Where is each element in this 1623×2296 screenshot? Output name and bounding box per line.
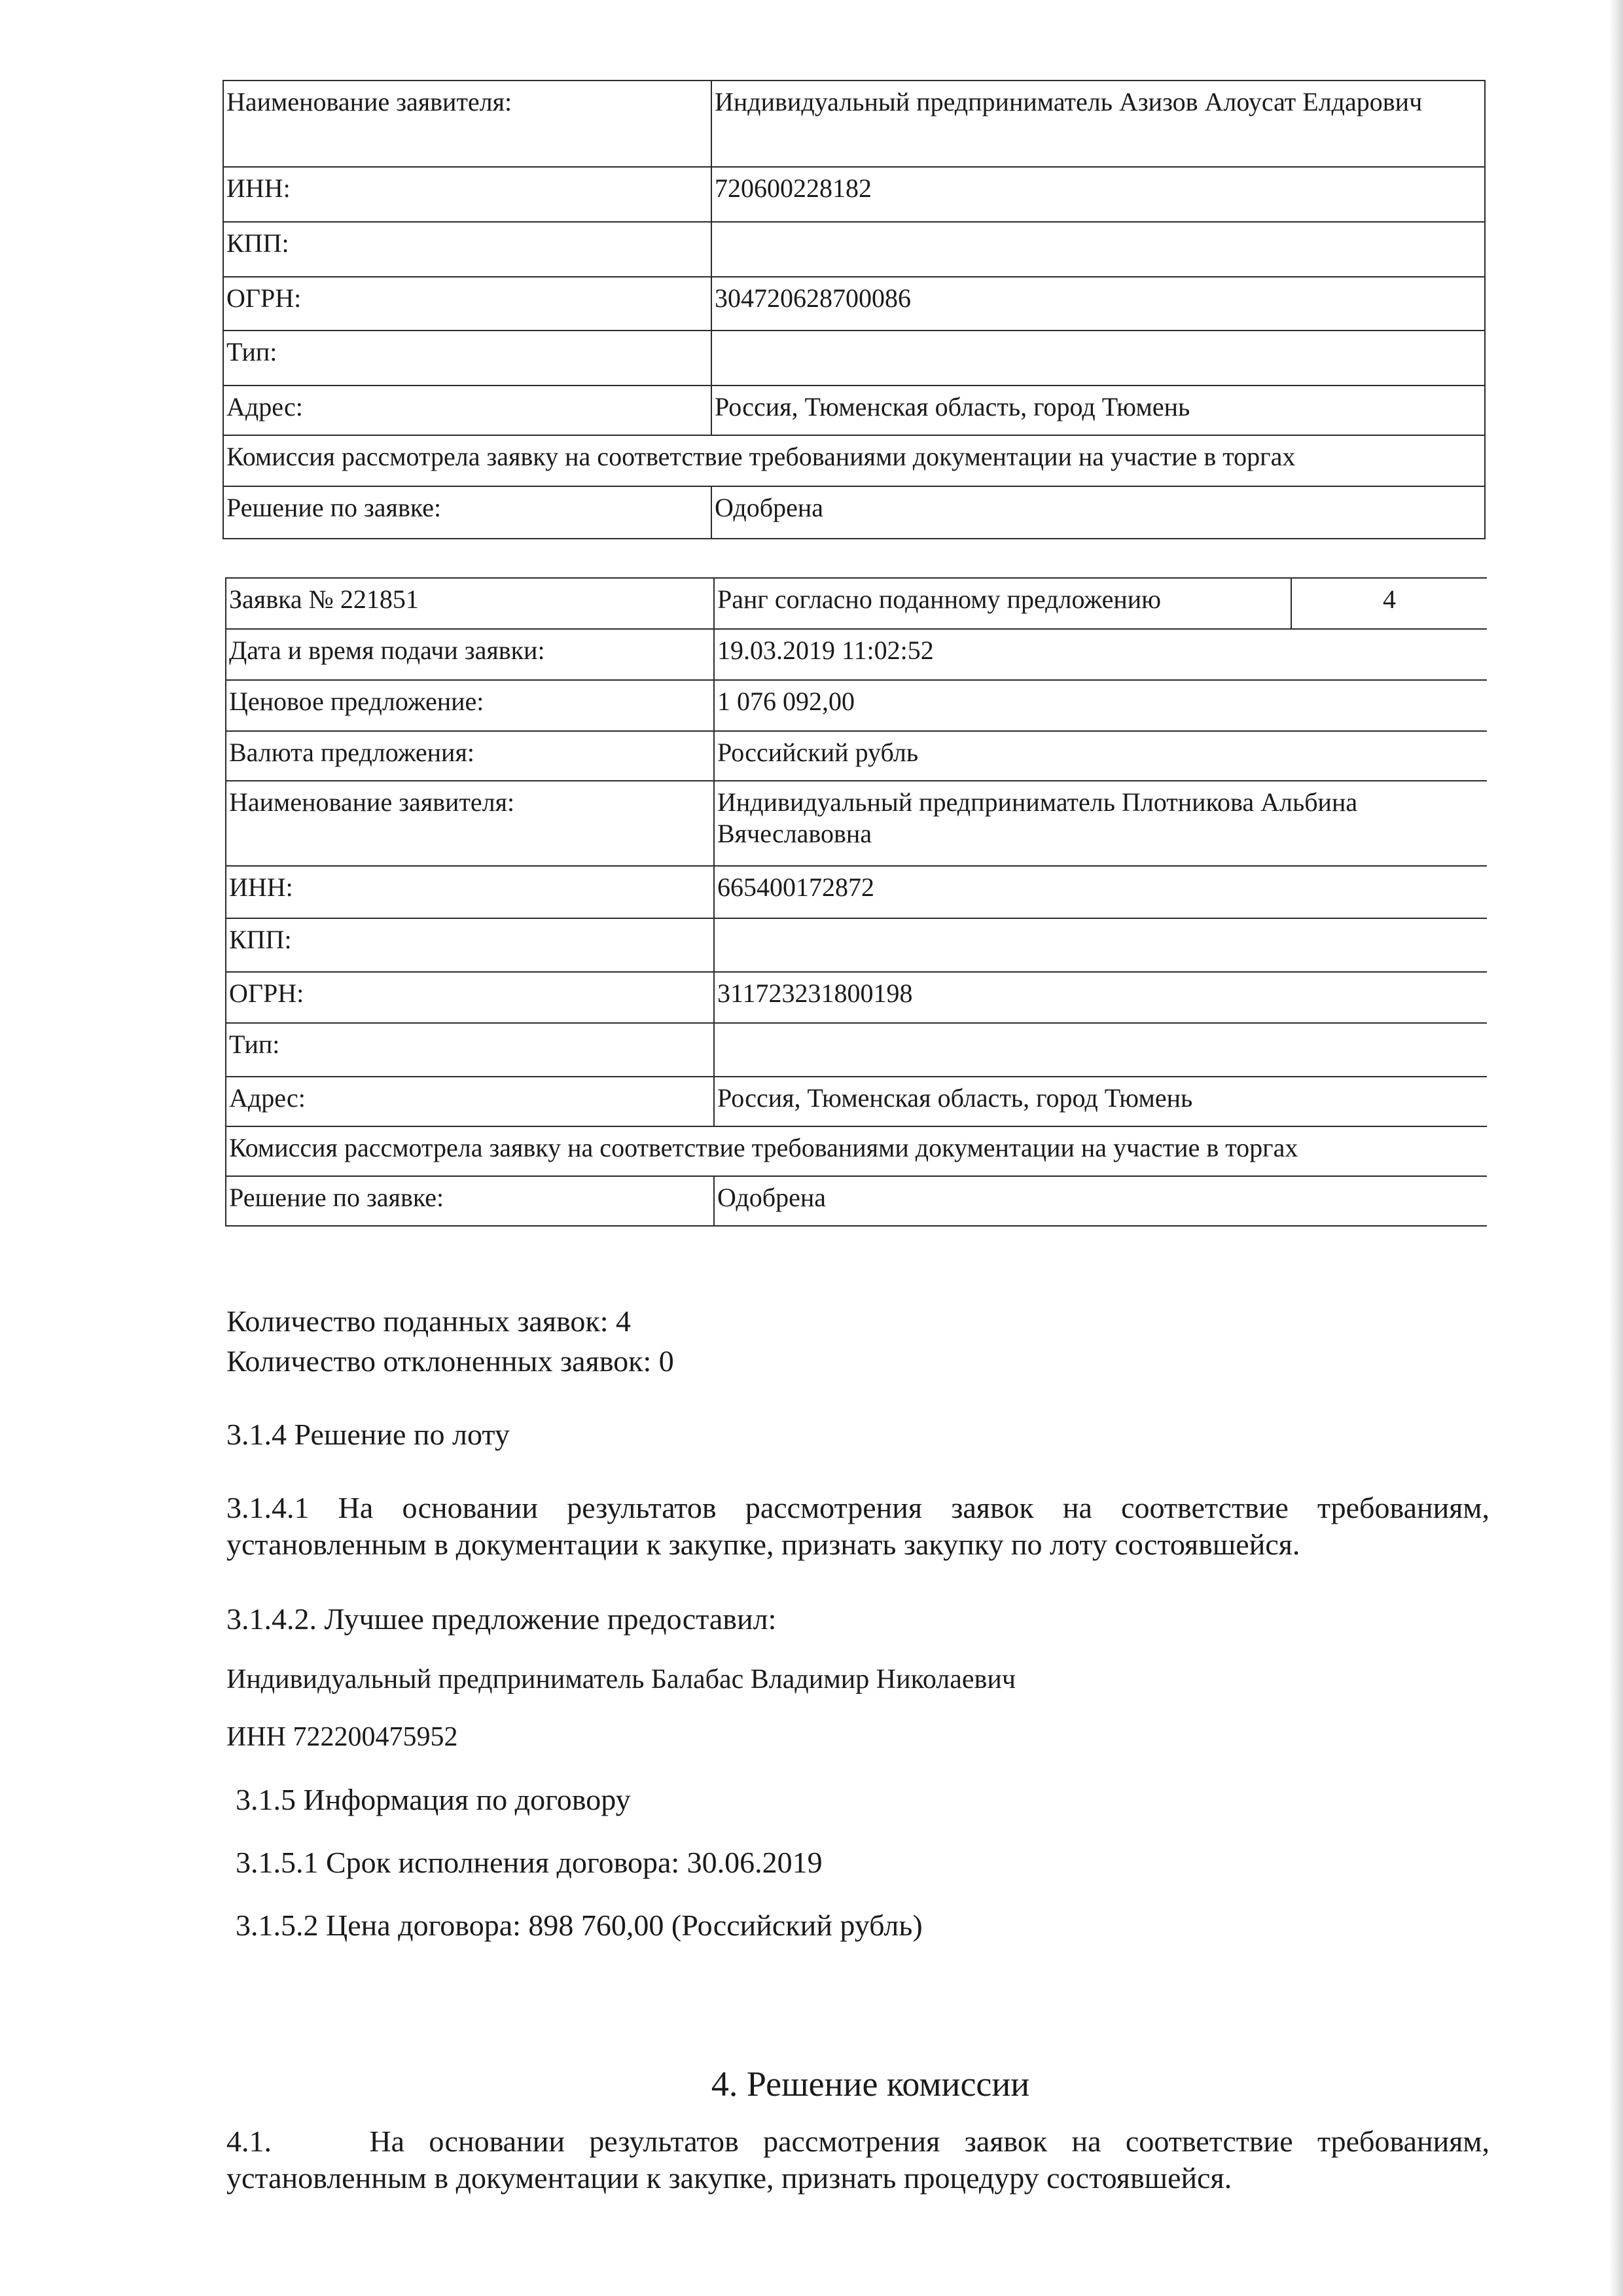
winner-name: Индивидуальный предприниматель Балабас Владимир Николаевич <box>226 1664 1016 1695</box>
section-title: 3.1.5 Информация по договору <box>236 1783 631 1816</box>
row-value <box>714 1023 1487 1077</box>
winner-inn: ИНН 722200475952 <box>226 1722 458 1752</box>
table-row <box>223 167 1485 222</box>
applicant-table-2 <box>225 577 1487 1227</box>
row-value: 19.03.2019 11:02:52 <box>714 629 1487 680</box>
rank-value: 4 <box>1291 578 1487 629</box>
applicant-table-1 <box>223 80 1486 539</box>
row-value: 1 076 092,00 <box>714 680 1487 731</box>
row-value: Российский рубль <box>714 731 1487 781</box>
review-text: Комиссия рассмотрела заявку на соответствие требованиями документации на участие в торгах <box>223 435 1485 486</box>
row-label: Дата и время подачи заявки: <box>226 629 714 680</box>
row-label: Тип: <box>223 331 711 386</box>
decision-label: Решение по заявке: <box>223 486 711 539</box>
table-row <box>226 578 1487 629</box>
table-row <box>223 386 1485 435</box>
decision-value: Одобрена <box>711 486 1485 539</box>
table-row <box>226 1176 1487 1226</box>
row-label: ОГРН: <box>226 972 714 1023</box>
application-number: Заявка № 221851 <box>226 578 714 629</box>
table-row <box>226 1126 1487 1176</box>
decision-label: Решение по заявке: <box>226 1176 714 1226</box>
decision-value: Одобрена <box>714 1176 1487 1226</box>
table-row <box>223 435 1485 486</box>
table-row <box>226 918 1487 972</box>
review-text: Комиссия рассмотрела заявку на соответствие требованиями документации на участие в торгах <box>226 1126 1487 1176</box>
lot-decision-paragraph: 3.1.4.1 На основании результатов рассмотрения заявок на соответствие требованиям, установленным в документации к закупке, признать закупку по лоту состоявшейся. <box>226 1491 1489 1561</box>
row-label: Адрес: <box>223 386 711 435</box>
contract-price: 3.1.5.2 Цена договора: 898 760,00 (Российский рубль) <box>236 1909 923 1942</box>
row-value: 720600228182 <box>711 167 1485 222</box>
scan-edge-shadow <box>1609 0 1623 2296</box>
row-label: Адрес: <box>226 1077 714 1126</box>
table-row <box>226 781 1487 866</box>
rank-label: Ранг согласно поданному предложению <box>714 578 1291 629</box>
row-value: 311723231800198 <box>714 972 1487 1023</box>
table-row <box>226 1023 1487 1077</box>
table-row <box>226 680 1487 731</box>
table-row <box>223 331 1485 386</box>
contract-term: 3.1.5.1 Срок исполнения договора: 30.06.2019 <box>236 1846 823 1879</box>
row-value: Индивидуальный предприниматель Азизов Алоусат Елдарович <box>711 81 1485 167</box>
table-row <box>226 866 1487 918</box>
rejected-count: Количество отклоненных заявок: 0 <box>226 1344 674 1378</box>
table-row <box>226 1077 1487 1126</box>
table-row <box>223 222 1485 277</box>
table-row <box>223 486 1485 539</box>
table-row <box>223 277 1485 331</box>
row-label: Наименование заявителя: <box>223 81 711 167</box>
row-label: ИНН: <box>223 167 711 222</box>
row-label: КПП: <box>223 222 711 277</box>
row-value: Россия, Тюменская область, город Тюмень <box>714 1077 1487 1126</box>
row-label: Тип: <box>226 1023 714 1077</box>
row-label: Наименование заявителя: <box>226 781 714 866</box>
row-value: 665400172872 <box>714 866 1487 918</box>
row-label: Ценовое предложение: <box>226 680 714 731</box>
table-row <box>223 81 1485 167</box>
row-label: КПП: <box>226 918 714 972</box>
row-value: 304720628700086 <box>711 277 1485 331</box>
row-label: Валюта предложения: <box>226 731 714 781</box>
row-label: ОГРН: <box>223 277 711 331</box>
submitted-count: Количество поданных заявок: 4 <box>226 1304 632 1338</box>
row-value: Россия, Тюменская область, город Тюмень <box>711 386 1485 435</box>
row-value <box>711 331 1485 386</box>
best-offer-paragraph: 3.1.4.2. Лучшее предложение предоставил: <box>226 1602 777 1636</box>
section-title: 3.1.4 Решение по лоту <box>226 1418 510 1451</box>
row-value: Индивидуальный предприниматель Плотникова Альбина Вячеславовна <box>714 781 1487 866</box>
row-value <box>714 918 1487 972</box>
row-value <box>711 222 1485 277</box>
table-row <box>226 972 1487 1023</box>
table-row <box>226 629 1487 680</box>
table-row <box>226 731 1487 781</box>
commission-decision-paragraph: 4.1. На основании результатов рассмотрения заявок на соответствие требованиям, установленным в документации к закупке, признать процедуру состоявшейся. <box>226 2125 1497 2195</box>
section-heading: 4. Решение комиссии <box>711 2064 1030 2104</box>
row-label: ИНН: <box>226 866 714 918</box>
